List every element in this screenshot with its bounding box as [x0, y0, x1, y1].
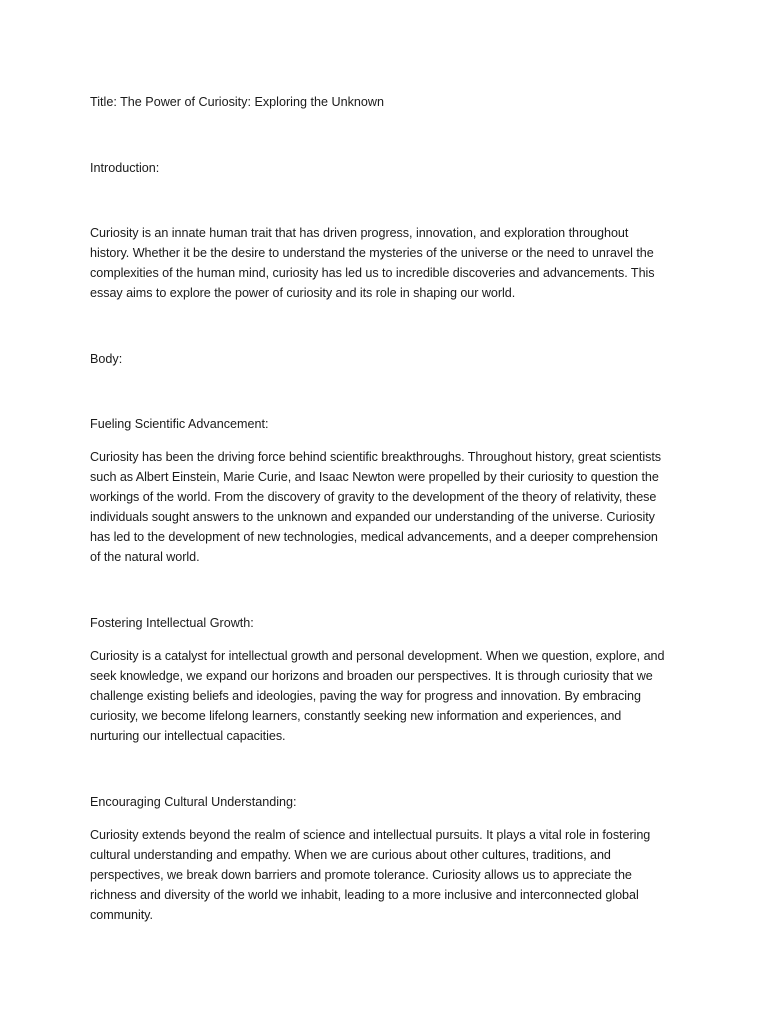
body-heading: Body:	[90, 352, 123, 366]
section-paragraph-scientific	[90, 447, 690, 568]
paragraph-line: has led to the development of new technologies, medical advancements, and a deeper comprehension	[90, 530, 658, 545]
paragraph-line: perspectives, we break down barriers and promote tolerance. Curiosity allows us to appreciate the	[90, 868, 632, 883]
paragraph-line: Curiosity extends beyond the realm of science and intellectual pursuits. It plays a vital role in fostering	[90, 828, 651, 842]
paragraph-line: Curiosity is an innate human trait that has driven progress, innovation, and exploration throughout	[90, 226, 629, 240]
introduction-paragraph	[90, 223, 690, 303]
paragraph-line: Curiosity has been the driving force behind scientific breakthroughs. Throughout history, great scientists	[90, 450, 662, 464]
paragraph-line: workings of the world. From the discovery of gravity to the development of the theory of relativity, these	[90, 490, 657, 505]
paragraph-line: nurturing our intellectual capacities.	[90, 729, 286, 744]
document-title: Title: The Power of Curiosity: Exploring the Unknown	[90, 95, 384, 109]
paragraph-line: Curiosity is a catalyst for intellectual growth and personal development. When we question, explore, and	[90, 649, 665, 663]
paragraph-line: of the natural world.	[90, 550, 200, 565]
paragraph-line: challenge existing beliefs and ideologies, paving the way for progress and innovation. By embracing	[90, 689, 641, 704]
section-heading-intellectual: Fostering Intellectual Growth:	[90, 616, 254, 630]
introduction-heading: Introduction:	[90, 161, 160, 175]
paragraph-line: community.	[90, 908, 153, 923]
paragraph-line: complexities of the human mind, curiosity has led us to incredible discoveries and advancements. This	[90, 266, 655, 281]
section-paragraph-intellectual	[90, 646, 690, 746]
paragraph-line: individuals sought answers to the unknown and expanded our understanding of the universe. Curiosity	[90, 510, 655, 525]
paragraph-line: seek knowledge, we expand our horizons and broaden our perspectives. It is through curiosity that we	[90, 669, 653, 684]
section-heading-scientific: Fueling Scientific Advancement:	[90, 417, 269, 431]
paragraph-line: history. Whether it be the desire to understand the mysteries of the universe or the need to unravel the	[90, 246, 654, 261]
section-paragraph-cultural	[90, 825, 690, 925]
paragraph-line: such as Albert Einstein, Marie Curie, and Isaac Newton were propelled by their curiosity to question the	[90, 470, 659, 485]
paragraph-line: richness and diversity of the world we inhabit, leading to a more inclusive and interconnected global	[90, 888, 639, 903]
paragraph-line: cultural understanding and empathy. When we are curious about other cultures, traditions, and	[90, 848, 611, 863]
paragraph-line: essay aims to explore the power of curiosity and its role in shaping our world.	[90, 286, 516, 301]
section-heading-cultural: Encouraging Cultural Understanding:	[90, 795, 297, 809]
paragraph-line: curiosity, we become lifelong learners, constantly seeking new information and experiences, and	[90, 709, 622, 724]
